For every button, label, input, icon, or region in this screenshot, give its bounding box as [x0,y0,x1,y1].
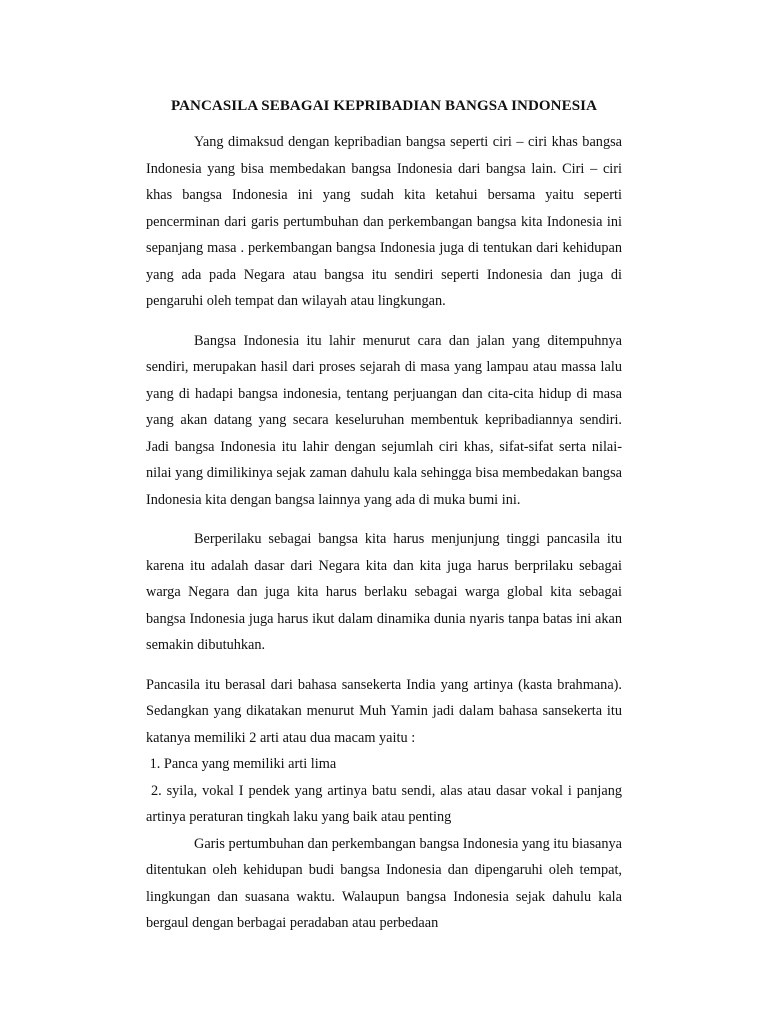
paragraph-berperilaku: Berperilaku sebagai bangsa kita harus menjunjung tinggi pancasila itu karena itu adalah dasar dari Negara kita dan kita juga harus berprilaku sebagai warga Negara dan juga kita harus berlaku sebagai warga global kita sebagai bangsa Indonesia juga harus ikut dalam dinamika dunia nyaris tanpa batas ini akan semakin dibutuhkan. [146,531,622,653]
list-item-syila: 2. syila, vokal I pendek yang artinya batu sendi, alas atau dasar vokal i panjang artinya peraturan tingkah laku yang baik atau penting [146,782,626,825]
paragraph-garis-pertumbuhan: Garis pertumbuhan dan perkembangan bangsa Indonesia yang itu biasanya ditentukan oleh kehidupan budi bangsa Indonesia dan dipengaruhi oleh tempat, lingkungan dan suasana waktu. Walaupun bangsa Indonesia sejak dahulu kala bergaul dengan berbagai peradaban atau perbedaan [146,835,622,931]
paragraph-bangsa-lahir: Bangsa Indonesia itu lahir menurut cara dan jalan yang ditempuhnya sendiri, merupakan hasil dari proses sejarah di masa yang lampau atau massa lalu yang di hadapi bangsa indonesia, tentang perjuangan dan cita-cita hidup di masa yang akan datang yang secara keseluruhan membentuk kepribadiannya sendiri. Jadi bangsa Indonesia itu lahir dengan sejumlah ciri khas, sifat-sifat serta nilai-nilai yang dimilikinya sejak zaman dahulu kala sehingga bisa membedakan bangsa Indonesia kita dengan bangsa lainnya yang ada di muka bumi ini. [146,332,622,508]
paragraph-kepribadian: Yang dimaksud dengan kepribadian bangsa seperti ciri – ciri khas bangsa Indonesia yang bisa membedakan bangsa Indonesia dari bangsa lain. Ciri – ciri khas bangsa Indonesia ini yang sudah kita ketahui bersama yaitu seperti pencerminan dari garis pertumbuhan dan perkembangan bangsa kita Indonesia ini sepanjang masa . perkembangan bangsa Indonesia juga di tentukan dari kehidupan yang ada pada Negara atau bangsa itu sendiri seperti Indonesia dan juga di pengaruhi oleh tempat dan wilayah atau lingkungan. [146,134,622,309]
list-item-panca: 1. Panca yang memiliki arti lima [146,756,337,772]
document-title: PANCASILA SEBAGAI KEPRIBADIAN BANGSA INDONESIA [170,98,598,114]
paragraph-asal-pancasila: Pancasila itu berasal dari bahasa sansekerta India yang artinya (kasta brahmana). Sedangkan yang dikatakan menurut Muh Yamin jadi dalam bahasa sansekerta itu katanya memiliki 2 arti atau dua macam yaitu : [146,676,622,746]
